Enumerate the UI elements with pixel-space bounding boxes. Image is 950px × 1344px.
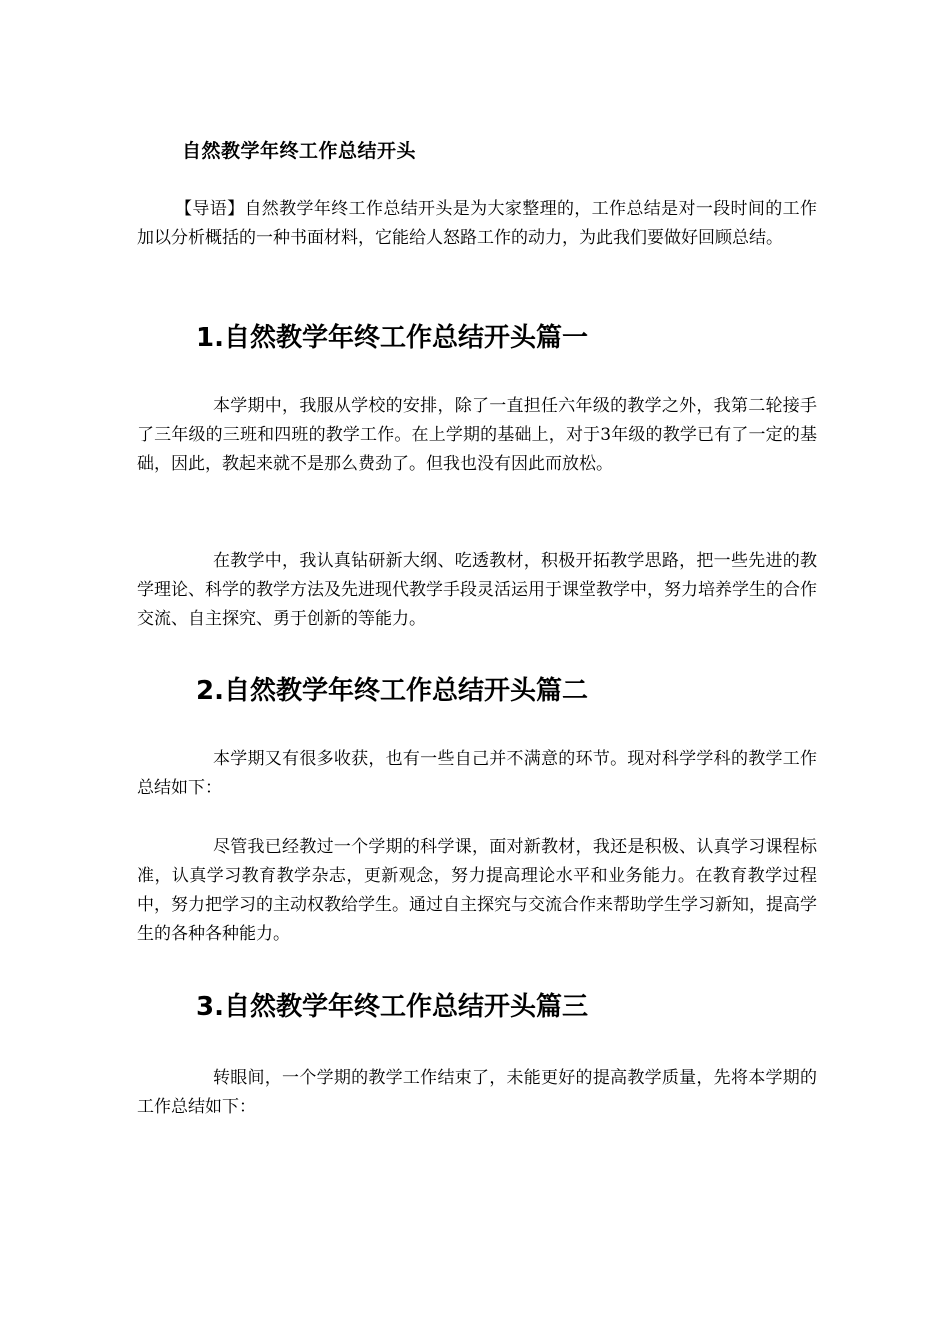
section-2-paragraph-1: 本学期又有很多收获，也有一些自己并不满意的环节。现对科学学科的教学工作总结如下： [137,749,817,798]
section-1-paragraph-1: 本学期中，我服从学校的安排，除了一直担任六年级的教学之外，我第二轮接手了三年级的三班和四班的教学工作。在上学期的基础上，对于3年级的教学已有了一定的基础，因此，教起来就不是那么费劲了。但我也没有因此而放松。 [137,396,817,474]
section-heading-2: 2.自然教学年终工作总结开头篇二 [196,676,588,706]
intro-paragraph: 【导语】自然教学年终工作总结开头是为大家整理的，工作总结是对一段时间的工作加以分析概括的一种书面材料，它能给人怒路工作的动力，为此我们要做好回顾总结。 [137,199,817,248]
document-title: 自然教学年终工作总结开头 [182,140,417,162]
section-heading-1: 1.自然教学年终工作总结开头篇一 [196,323,588,353]
section-heading-3: 3.自然教学年终工作总结开头篇三 [196,992,588,1022]
section-2-paragraph-2: 尽管我已经教过一个学期的科学课，面对新教材，我还是积极、认真学习课程标准，认真学习教育教学杂志，更新观念，努力提高理论水平和业务能力。在教育教学过程中，努力把学习的主动权教给学生。通过自主探究与交流合作来帮助学生学习新知，提高学生的各种各种能力。 [137,837,817,944]
section-3-paragraph-1: 转眼间，一个学期的教学工作结束了，未能更好的提高教学质量，先将本学期的工作总结如下： [137,1068,817,1117]
section-1-paragraph-2: 在教学中，我认真钻研新大纲、吃透教材，积极开拓教学思路，把一些先进的教学理论、科学的教学方法及先进现代教学手段灵活运用于课堂教学中，努力培养学生的合作交流、自主探究、勇于创新的等能力。 [137,551,817,629]
